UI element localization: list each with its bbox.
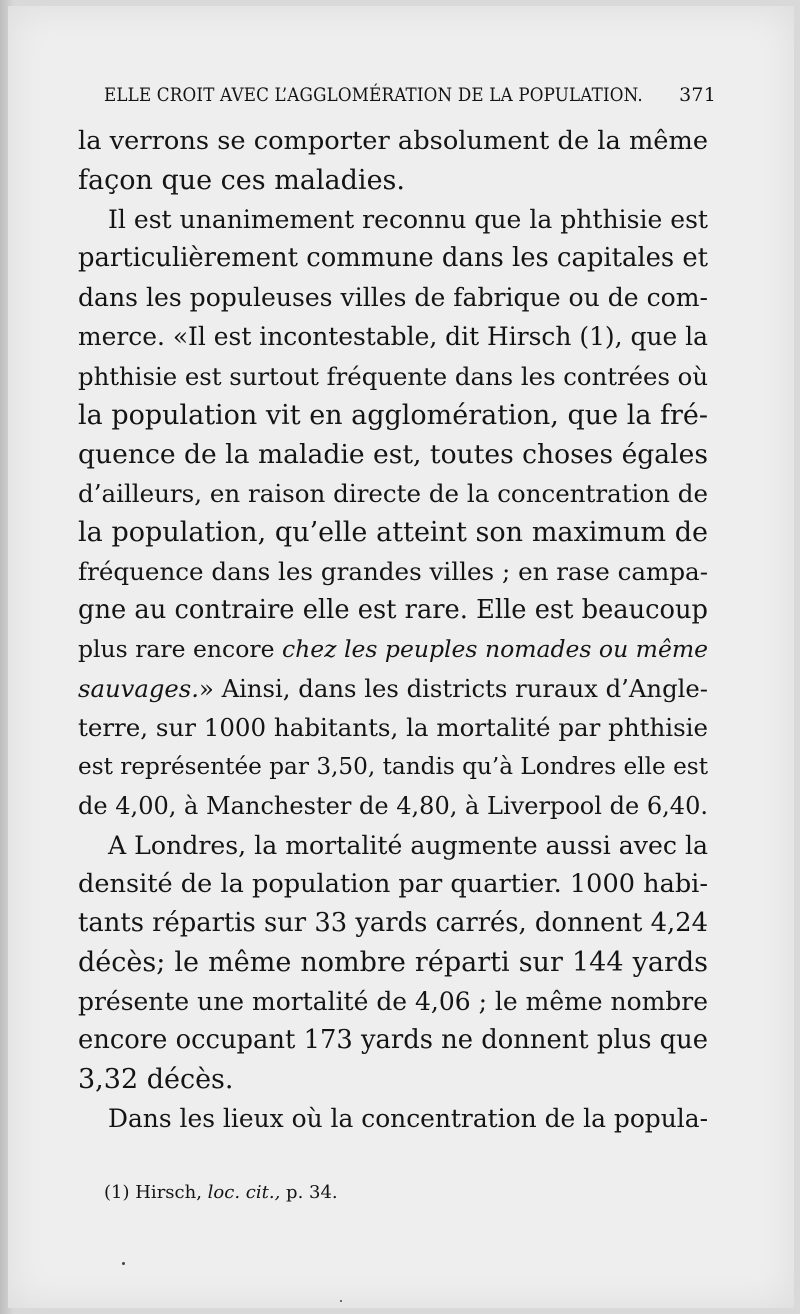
text-line: merce. «Il est incontestable, dit Hirsch (1), que la [78,322,708,352]
ink-speck [122,1262,125,1265]
text-line: de 4,00, à Manchester de 4,80, à Liverpool de 6,40. [78,791,708,820]
text-line: fréquence dans les grandes villes ; en rase campa- [78,557,708,587]
text-line [78,669,708,708]
text-line: la population vit en agglomération, que la fré- [78,399,708,431]
text-line: quence de la maladie est, toutes choses égales [78,438,708,470]
text-line: façon que ces maladies. [78,165,405,197]
text-line: Il est unanimement reconnu que la phthisie est [108,205,708,235]
text-line: densité de la population par quartier. 1000 habi- [78,868,708,899]
ink-speck [340,1300,342,1302]
text-line: présente une mortalité de 4,06 ; le même nombre [78,987,708,1017]
body-text [78,122,708,1138]
text-segment: plus rare encore [78,635,282,664]
text-line: particulièrement commune dans les capitales et [78,243,708,274]
text-line: A Londres, la mortalité augmente aussi avec la [108,830,708,860]
italic-text: sauvages. [78,674,199,704]
footnote-marker: (1) [104,1182,130,1203]
text-line: la population, qu’elle atteint son maximum de [78,516,708,548]
text-line: d’ailleurs, en raison directe de la concentration de [78,478,708,508]
text-line: dans les populeuses villes de fabrique ou de com- [78,283,708,313]
running-head-title: ELLE CROIT AVEC L’AGGLOMÉRATION DE LA POPULATION. [104,84,643,106]
text-line: gne au contraire elle est rare. Elle est beaucoup [78,595,708,626]
text-line: 3,32 décès. [78,1064,234,1096]
page-number: 371 [679,84,716,106]
text-line: encore occupant 173 yards ne donnent plus que [78,1025,708,1056]
running-head [104,84,716,106]
text-line: Dans les lieux où la concentration de la popula- [108,1104,708,1134]
italic-text: chez les peuples nomades ou même [281,635,709,664]
text-line: terre, sur 1000 habitants, la mortalité par phthisie [78,713,708,743]
text-line: la verrons se comporter absolument de la même [78,126,708,156]
text-line: décès; le même nombre réparti sur 144 yards [78,946,708,978]
footnote-author: Hirsch, [135,1182,202,1203]
text-line: est représentée par 3,50, tandis qu’à Londres elle est [78,753,708,780]
footnote-page: p. 34. [286,1182,338,1203]
text-segment: » Ainsi, dans les districts ruraux d’Angle- [198,674,708,704]
footnote-reference: loc. cit., [207,1182,281,1203]
footnote [104,1182,338,1203]
text-line: tants répartis sur 33 yards carrés, donnent 4,24 [78,907,708,938]
text-line [78,630,708,669]
text-line: phthisie est surtout fréquente dans les contrées où [78,361,708,391]
